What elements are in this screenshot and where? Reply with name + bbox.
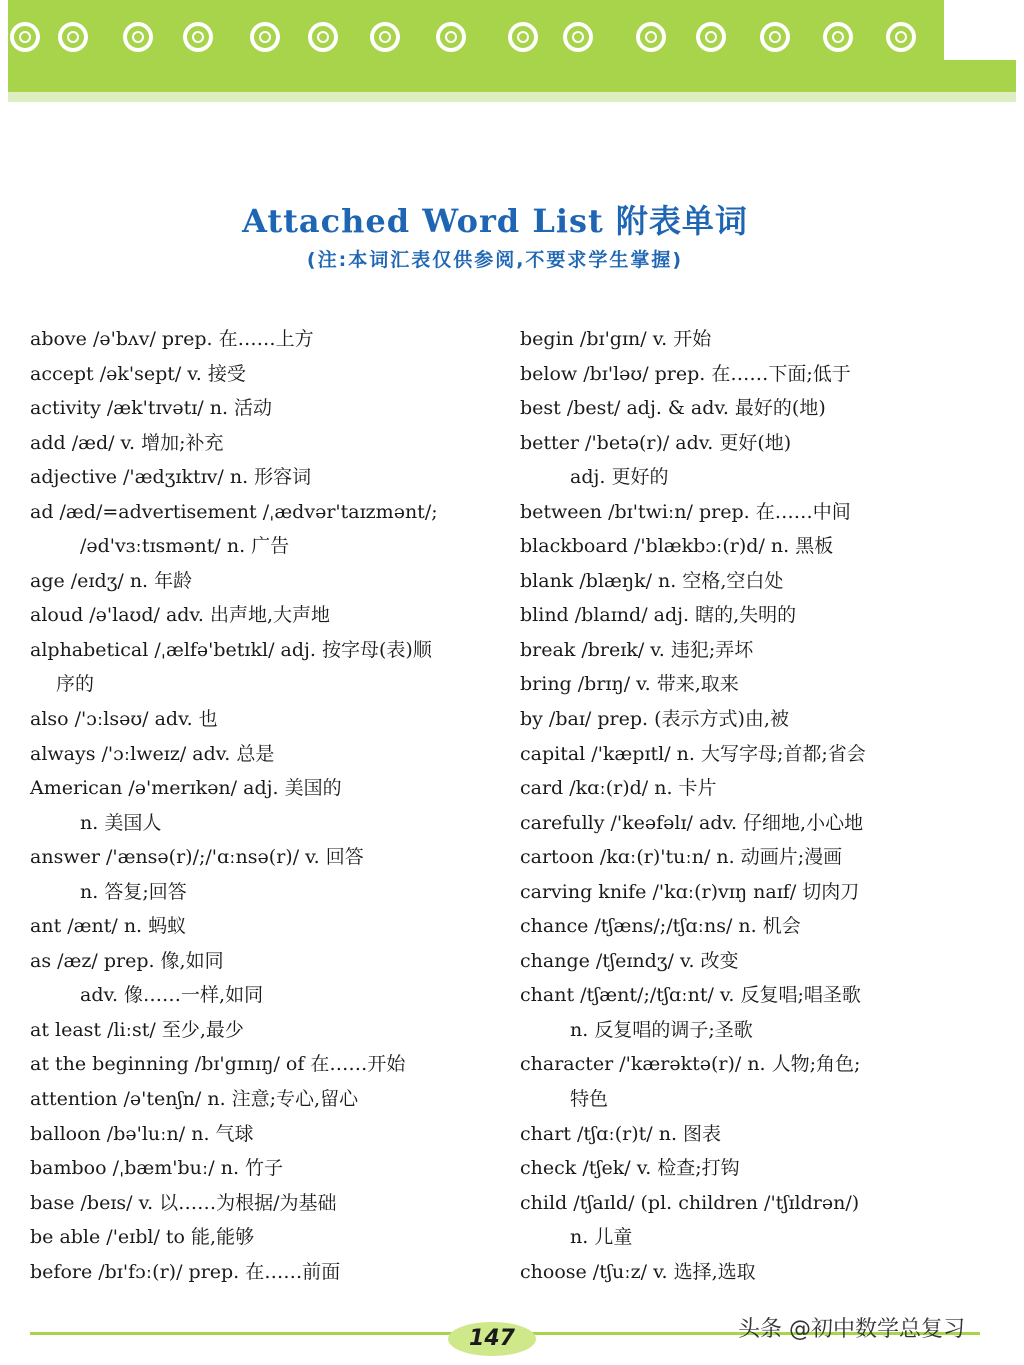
word-entry: bamboo /ˌbæm'buː/ n. 竹子 (30, 1157, 284, 1180)
word-entry: adjective /'ædʒɪktɪv/ n. 形容词 (30, 466, 312, 489)
word-list-left-column (30, 322, 500, 1289)
word-entry: cartoon /kɑː(r)'tuːn/ n. 动画片;漫画 (520, 846, 843, 869)
word-entry: age /eɪdʒ/ n. 年龄 (30, 569, 193, 592)
word-entry: ad /æd/=advertisement /ˌædvər'taɪzmənt/; (30, 500, 438, 523)
word-entry-continuation: n. 答复;回答 (80, 880, 187, 903)
word-entry: accept /ək'sept/ v. 接受 (30, 362, 246, 385)
word-entry: card /kɑː(r)d/ n. 卡片 (520, 777, 717, 800)
word-entry-continuation: n. 美国人 (80, 811, 162, 834)
circle-ornament-icon (250, 22, 280, 52)
word-entry: capital /'kæpɪtl/ n. 大写字母;首都;省会 (520, 742, 866, 765)
word-entry: balloon /bə'luːn/ n. 气球 (30, 1122, 254, 1145)
word-entry: break /breɪk/ v. 违犯;弄坏 (520, 638, 754, 661)
word-entry: character /'kærəktə(r)/ n. 人物;角色; (520, 1053, 861, 1076)
word-entry: attention /ə'tenʃn/ n. 注意;专心,留心 (30, 1088, 359, 1111)
circle-ornament-icon (183, 22, 213, 52)
word-entry: below /bɪ'ləʊ/ prep. 在……下面;低于 (520, 362, 851, 385)
word-list-right-column (520, 322, 980, 1289)
banner-corner-tab (944, 0, 1016, 60)
word-entry: bring /brɪŋ/ v. 带来,取来 (520, 673, 739, 696)
word-entry: activity /æk'tɪvətɪ/ n. 活动 (30, 397, 273, 420)
word-entry: blind /blaɪnd/ adj. 瞎的,失明的 (520, 604, 797, 627)
word-entry: carving knife /'kɑː(r)vɪŋ naɪf/ 切肉刀 (520, 880, 860, 903)
word-entry: blackboard /'blækbɔː(r)d/ n. 黑板 (520, 535, 834, 558)
word-entry: begin /bɪ'gɪn/ v. 开始 (520, 328, 712, 350)
word-entry: carefully /'keəfəlɪ/ adv. 仔细地,小心地 (520, 811, 864, 834)
word-entry-continuation: adv. 像……一样,如同 (80, 984, 264, 1007)
word-entry-continuation: n. 儿童 (570, 1226, 633, 1249)
word-entry: better /'betə(r)/ adv. 更好(地) (520, 431, 792, 454)
circle-ornament-icon (886, 22, 916, 52)
word-entry: add /æd/ v. 增加;补充 (30, 431, 224, 454)
word-entry: best /best/ adj. & adv. 最好的(地) (520, 397, 826, 420)
word-entry: chant /tʃænt/;/tʃɑːnt/ v. 反复唱;唱圣歌 (520, 984, 861, 1007)
circle-ornament-icon (508, 22, 538, 52)
word-entry-continuation: n. 反复唱的调子;圣歌 (570, 1018, 753, 1041)
page-title: Attached Word List 附表单词 (242, 202, 748, 240)
word-entry: as /æz/ prep. 像,如同 (30, 949, 224, 972)
word-entry: at least /liːst/ 至少,最少 (30, 1018, 244, 1041)
decorative-banner (8, 0, 1016, 102)
word-entry: at the beginning /bɪ'gɪnɪŋ/ of 在……开始 (30, 1053, 406, 1076)
word-entry: check /tʃek/ v. 检查;打钩 (520, 1157, 740, 1180)
word-entry-continuation: 序的 (56, 673, 95, 696)
word-entry: base /beɪs/ v. 以……为根据/为基础 (30, 1191, 337, 1214)
word-entry: blank /blæŋk/ n. 空格,空白处 (520, 569, 784, 592)
word-entry-continuation: adj. 更好的 (570, 466, 669, 489)
word-entry: choose /tʃuːz/ v. 选择,选取 (520, 1260, 756, 1283)
circle-ornament-icon (58, 22, 88, 52)
word-entry: answer /'ænsə(r)/;/'ɑːnsə(r)/ v. 回答 (30, 846, 364, 869)
word-entry: before /bɪ'fɔː(r)/ prep. 在……前面 (30, 1260, 341, 1283)
circle-ornament-icon (696, 22, 726, 52)
page-number: 147 (448, 1322, 536, 1356)
word-entry: above /ə'bʌv/ prep. 在……上方 (30, 328, 314, 350)
word-entry: also /'ɔːlsəʊ/ adv. 也 (30, 708, 218, 731)
word-entry: by /baɪ/ prep. (表示方式)由,被 (520, 708, 789, 731)
word-entry-continuation: /əd'vɜːtɪsmənt/ n. 广告 (80, 535, 290, 558)
word-entry: between /bɪ'twiːn/ prep. 在……中间 (520, 500, 851, 523)
circle-ornament-icon (123, 22, 153, 52)
circle-ornament-icon (308, 22, 338, 52)
word-entry: child /tʃaɪld/ (pl. children /'tʃɪldrən/) (520, 1191, 860, 1214)
word-entry: be able /'eɪbl/ to 能,能够 (30, 1226, 255, 1249)
circle-ornament-icon (370, 22, 400, 52)
circle-ornament-icon (636, 22, 666, 52)
word-entry: aloud /ə'laʊd/ adv. 出声地,大声地 (30, 604, 331, 627)
word-entry: always /'ɔːlweɪz/ adv. 总是 (30, 742, 275, 765)
word-entry: American /ə'merɪkən/ adj. 美国的 (30, 777, 342, 800)
circle-ornament-icon (760, 22, 790, 52)
word-entry: chance /tʃæns/;/tʃɑːns/ n. 机会 (520, 915, 801, 938)
page-subtitle: (注:本词汇表仅供参阅,不要求学生掌握) (306, 249, 684, 271)
watermark-text: 头条 @初中数学总复习 (738, 1317, 965, 1342)
word-entry: chart /tʃɑː(r)t/ n. 图表 (520, 1122, 722, 1145)
circle-ornament-icon (563, 22, 593, 52)
word-entry-continuation: 特色 (570, 1088, 609, 1111)
word-entry: ant /ænt/ n. 蚂蚁 (30, 915, 187, 938)
circle-ornament-icon (10, 22, 40, 52)
word-entry: alphabetical /ˌælfə'betɪkl/ adj. 按字母(表)顺 (30, 638, 432, 661)
circle-ornament-icon (823, 22, 853, 52)
circle-ornament-icon (436, 22, 466, 52)
word-entry: change /tʃeɪndʒ/ v. 改变 (520, 949, 739, 972)
